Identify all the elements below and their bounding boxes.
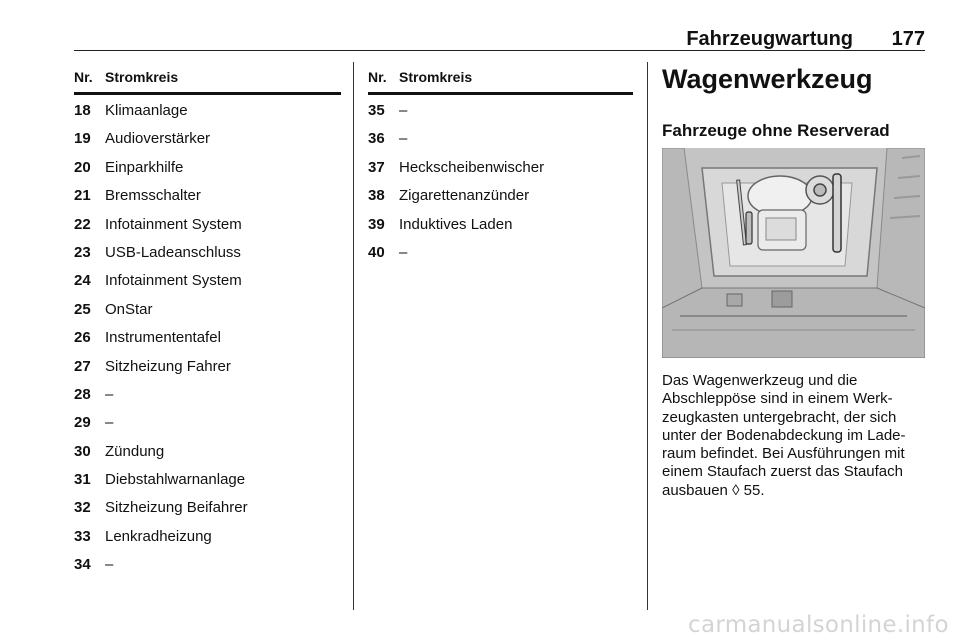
fuse-number: 34: [74, 556, 91, 574]
table-row: [368, 123, 633, 151]
table-row: [368, 180, 633, 208]
table-row: [74, 294, 341, 322]
circuit-name: Zündung: [105, 442, 165, 460]
body-line: zeugkasten untergebracht, der sich: [662, 408, 897, 426]
fuse-number: 26: [74, 329, 91, 347]
circuit-name: Bremsschalter: [105, 187, 201, 205]
fuse-number: 31: [74, 471, 91, 489]
fuse-number: 25: [74, 300, 91, 318]
table-row: [74, 379, 341, 407]
circuit-name: –: [105, 556, 114, 574]
table-header: [368, 62, 633, 95]
fuse-number: 23: [74, 243, 91, 261]
fuse-number: 33: [74, 527, 91, 545]
table-row: [74, 521, 341, 549]
body-line: Das Wagenwerkzeug und die: [662, 372, 858, 389]
table-row: [74, 464, 341, 492]
table-row: [74, 209, 341, 237]
body-line: [662, 482, 930, 500]
fuse-number: 24: [74, 272, 91, 290]
column-header-nr: Nr.: [74, 69, 93, 85]
fuse-number: 19: [74, 130, 91, 148]
circuit-name: –: [105, 414, 114, 432]
circuit-name: –: [105, 385, 114, 403]
table-row: [74, 407, 341, 435]
circuit-name: Audioverstärker: [105, 130, 211, 148]
fuse-number: 28: [74, 385, 91, 403]
column-header-nr: Nr.: [368, 69, 387, 85]
column-header-stromkreis: Stromkreis: [105, 69, 179, 85]
column-divider: [353, 62, 354, 610]
fuse-number: 40: [368, 243, 385, 261]
chapter-title: Fahrzeugwartung: [686, 28, 853, 50]
table-row: [74, 436, 341, 464]
circuit-name: Instrumententafel: [105, 329, 221, 347]
circuit-name: Infotainment System: [105, 215, 242, 233]
watermark: carmanualsonline.info: [688, 612, 949, 638]
table-row: [74, 549, 341, 577]
body-line: unter der Bodenabdeckung im Lade-: [662, 426, 906, 444]
circuit-name: Zigarettenanzünder: [399, 187, 530, 205]
table-header: [74, 62, 341, 95]
body-line: raum befindet. Bei Ausführungen mit: [662, 445, 905, 463]
fuse-number: 21: [74, 187, 91, 205]
fuse-number: 36: [368, 130, 385, 148]
table-row: [368, 152, 633, 180]
table-row: [368, 209, 633, 237]
fuse-number: 38: [368, 187, 385, 205]
circuit-name: –: [399, 102, 408, 119]
body-line: Abschleppöse sind in einem Werk-: [662, 390, 893, 408]
circuit-name: –: [399, 130, 408, 148]
fuse-number: 30: [74, 442, 91, 460]
body-paragraph: [662, 372, 930, 500]
circuit-name: Infotainment System: [105, 272, 242, 290]
fuse-number: 27: [74, 357, 91, 375]
table-row: [74, 492, 341, 520]
table-body: [368, 95, 633, 265]
circuit-name: Klimaanlage: [105, 102, 188, 119]
fuse-number: 35: [368, 102, 385, 119]
page-reference-link[interactable]: 55.: [743, 481, 765, 499]
circuit-name: Sitzheizung Fahrer: [105, 357, 231, 375]
table-row: [74, 180, 341, 208]
circuit-name: Heckscheibenwischer: [399, 158, 545, 176]
fuse-number: 32: [74, 499, 91, 517]
table-row: [74, 152, 341, 180]
page-header: [74, 22, 925, 51]
column-header-stromkreis: Stromkreis: [399, 69, 473, 85]
table-body: [74, 95, 341, 578]
circuit-name: –: [399, 243, 408, 261]
body-line-text: ausbauen: [662, 481, 728, 499]
table-row: [74, 265, 341, 293]
trunk-tool-kit-illustration: [662, 148, 925, 358]
circuit-name: Einparkhilfe: [105, 158, 184, 176]
fuse-number: 29: [74, 414, 91, 432]
fuse-number: 39: [368, 215, 385, 233]
page-reference-icon: ◊: [732, 481, 740, 499]
fuse-table-left: [74, 62, 341, 578]
circuit-name: Diebstahlwarnanlage: [105, 471, 246, 489]
fuse-number: 18: [74, 102, 91, 119]
column-divider: [647, 62, 648, 610]
section-title: Wagenwerkzeug: [662, 64, 873, 94]
fuse-table-middle: [368, 62, 633, 265]
page-number: 177: [891, 28, 925, 50]
circuit-name: Lenkradheizung: [105, 527, 212, 545]
fuse-number: 20: [74, 158, 91, 176]
table-row: [368, 95, 633, 123]
fuse-number: 22: [74, 215, 91, 233]
table-row: [368, 237, 633, 265]
section-subheading: Fahrzeuge ohne Reserverad: [662, 121, 890, 140]
body-line: einem Staufach zuerst das Staufach: [662, 463, 903, 481]
circuit-name: Sitzheizung Beifahrer: [105, 499, 248, 517]
table-row: [74, 95, 341, 123]
table-row: [74, 351, 341, 379]
circuit-name: USB-Ladeanschluss: [105, 243, 241, 261]
table-row: [74, 237, 341, 265]
table-row: [74, 123, 341, 151]
table-row: [74, 322, 341, 350]
circuit-name: Induktives Laden: [399, 215, 513, 233]
fuse-number: 37: [368, 158, 385, 176]
circuit-name: OnStar: [105, 300, 153, 318]
